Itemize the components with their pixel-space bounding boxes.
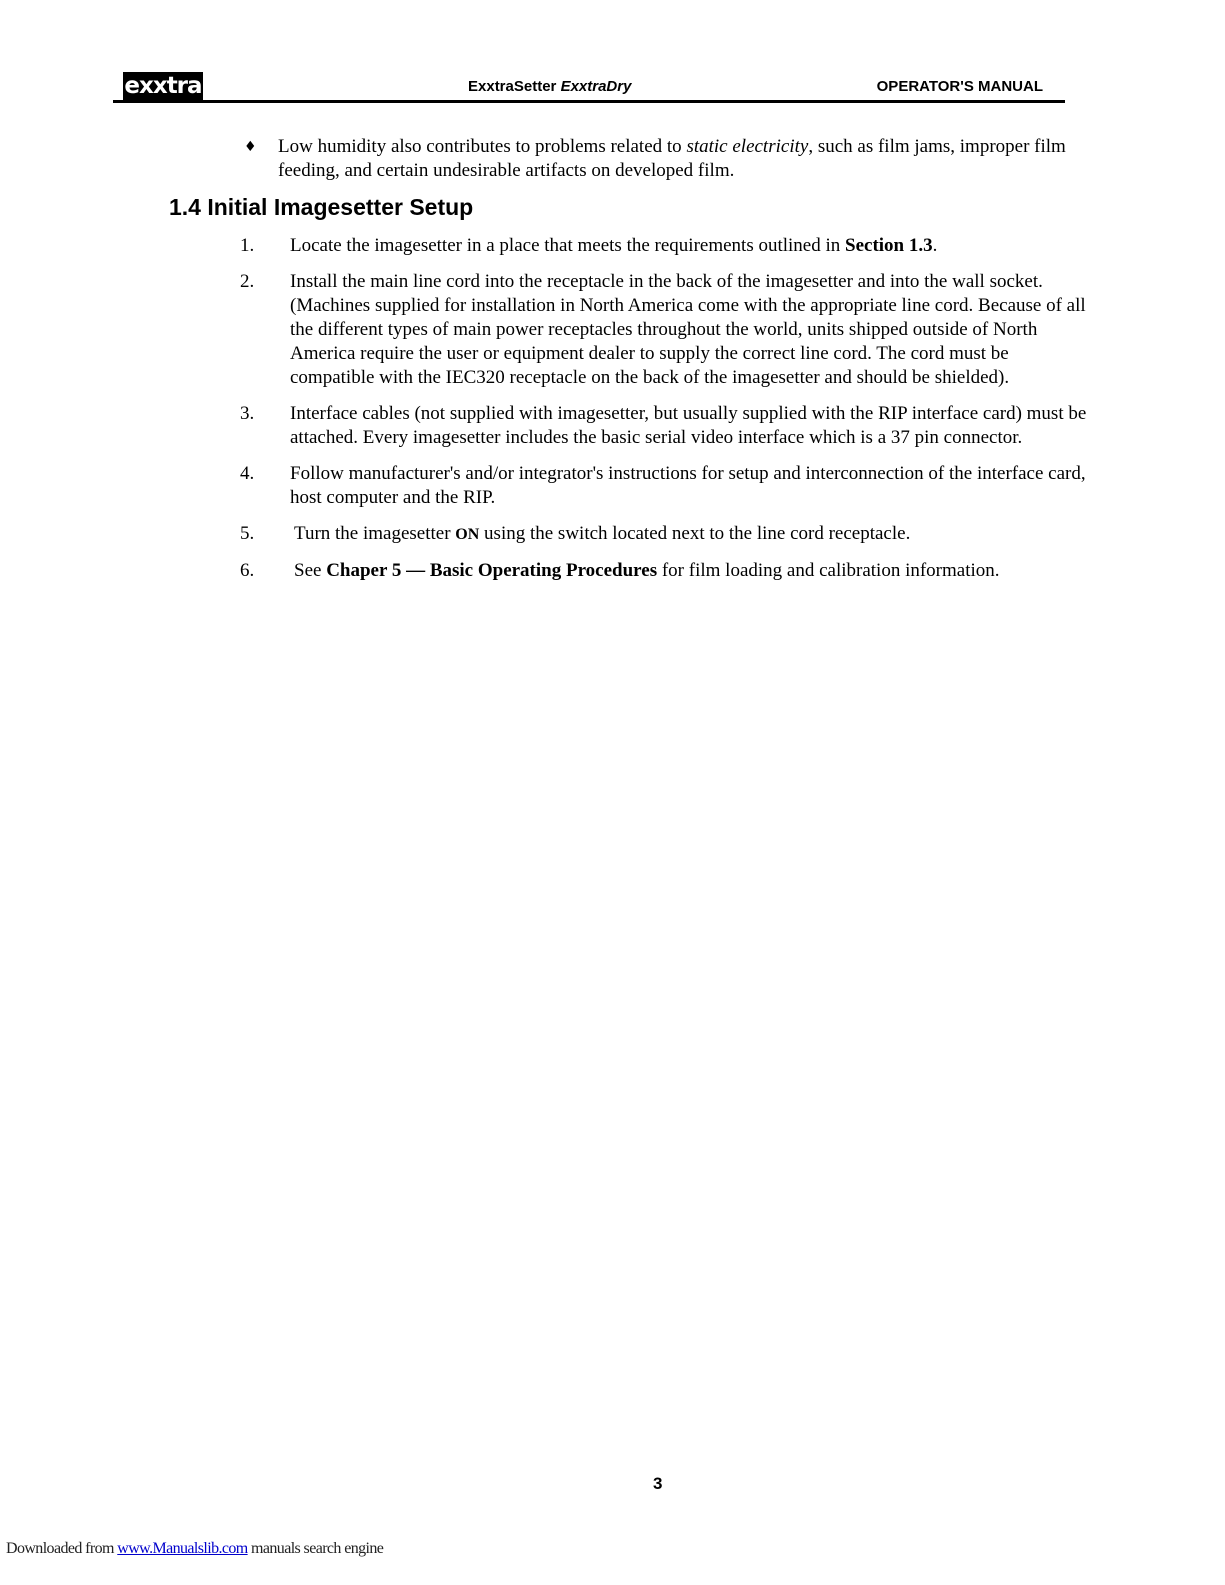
step-text-start: Locate the imagesetter in a place that meets the requirements outlined in: [290, 235, 846, 256]
step-number: 5.: [240, 523, 255, 544]
step-number: 1.: [240, 235, 255, 256]
list-item: [240, 402, 1090, 450]
step-text: [294, 522, 1090, 547]
step-text-end: using the switch located next to the line cord receptacle.: [479, 523, 911, 544]
step-text: Install the main line cord into the receptacle in the back of the imagesetter and into the wall socket. (Machines supplied for installation in North America come with the appropriate line cord. Because of all the different types of main power receptacles throughout the world, units shipped outside of North America require the user or equipment dealer to supply the correct line cord. The cord must be compatible with the IEC320 receptacle on the back of the imagesetter and should be shielded).: [290, 271, 1086, 388]
page-number: 3: [653, 1474, 663, 1493]
footer-suffix: manuals search engine: [247, 1540, 384, 1557]
list-item: [240, 234, 1090, 258]
setup-steps-list: [240, 234, 1090, 595]
download-footer: [6, 1540, 383, 1558]
bullet-text: [278, 135, 1078, 183]
bullet-italic-term: static electricity: [686, 136, 809, 157]
header-product-title: [468, 78, 631, 95]
header-manual-label: OPERATOR'S MANUAL: [876, 78, 1043, 95]
header-product-variant: ExxtraDry: [560, 78, 632, 95]
list-item: [240, 462, 1090, 510]
chapter-reference: Chaper 5 — Basic Operating Procedures: [326, 560, 658, 581]
list-item: [240, 270, 1090, 390]
step-number: 2.: [240, 271, 255, 292]
manualslib-link[interactable]: www.Manualslib.com: [117, 1540, 248, 1557]
step-text-start: See: [294, 560, 327, 581]
footer-prefix: Downloaded from: [6, 1540, 118, 1557]
step-number: 3.: [240, 403, 255, 424]
step-text: [294, 559, 1090, 583]
section-title: 1.4 Initial Imagesetter Setup: [169, 194, 474, 220]
list-item: [240, 522, 1090, 547]
header-product: ExxtraSetter: [468, 78, 557, 95]
on-keyword: ON: [455, 526, 480, 543]
step-number: 6.: [240, 560, 255, 581]
bullet-text-start: Low humidity also contributes to problems related to: [278, 136, 687, 157]
step-text-end: for film loading and calibration information.: [657, 560, 1000, 581]
step-text-start: Turn the imagesetter: [294, 523, 456, 544]
section-reference: Section 1.3: [845, 235, 933, 256]
page-header: [113, 70, 1065, 103]
step-text: Interface cables (not supplied with imagesetter, but usually supplied with the RIP interface card) must be attached. Every imagesetter includes the basic serial video interface which is a 37 pin connector.: [290, 403, 1087, 448]
list-item: [240, 559, 1090, 583]
step-text: Follow manufacturer's and/or integrator's instructions for setup and interconnection of the interface card, host computer and the RIP.: [290, 463, 1086, 508]
step-text-end: .: [932, 235, 938, 256]
diamond-bullet-icon: ♦: [244, 139, 257, 155]
bullet-text-end: , such as film jams, improper film feeding, and certain undesirable artifacts on developed film.: [278, 136, 1066, 181]
exxtra-logo: exxtra: [124, 73, 202, 99]
step-number: 4.: [240, 463, 255, 484]
step-text: [290, 234, 1090, 258]
